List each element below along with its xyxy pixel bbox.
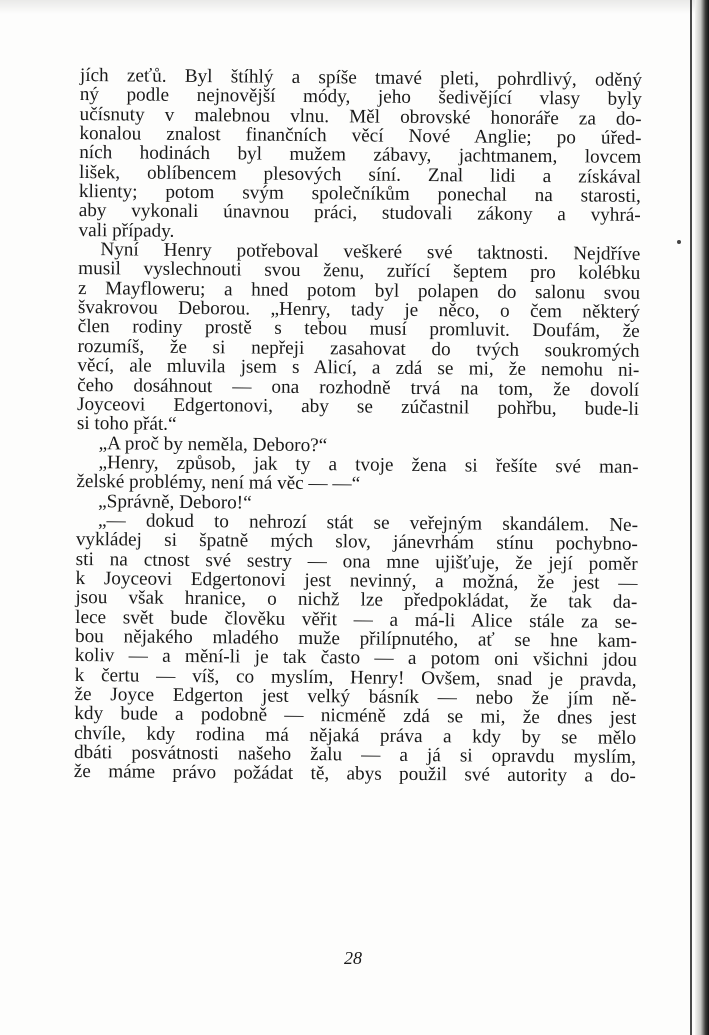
text-line: konalou znalost finančních věcí Nové Anglie; po úřed- <box>79 123 642 149</box>
text-line: dbáti posvátnosti našeho žalu — a já si opravdu myslím, <box>73 742 637 768</box>
text-line: ních hodinách byl mužem zábavy, jachtmanem, lovcem <box>79 142 642 169</box>
text-line: člen rodiny prostě s tebou musí promluvit. Doufám, že <box>77 316 640 343</box>
text-line: švakrovou Deborou. „Henry, tady je něco, o čem některý <box>77 297 640 324</box>
text-line: věcí, ale mluvila jsem s Alicí, a zdá se mi, že nemohu ni- <box>77 355 640 382</box>
text-line: lece svět bude člověku věřit — a má-li Alice stále za se- <box>75 606 638 633</box>
text-line: jích zeťů. Byl štíhlý a spíše tmavé pleti, pohrdlivý, oděný <box>79 65 642 91</box>
text-line: si toho přát.“ <box>76 413 177 436</box>
page-top-shadow <box>0 0 709 14</box>
text-line: k čertu — víš, co myslím, Henry! Ovšem, snad je pravda, <box>74 664 637 691</box>
text-line: k Joyceovi Edgertonovi jest nevinný, a možná, že jest — <box>75 567 638 594</box>
book-spine-shadow <box>695 0 709 1035</box>
text-line: „A proč by neměla, Deboro?“ <box>98 432 328 456</box>
text-line: vykládej si špatně mých slov, jánevrhám stínu pochybno- <box>75 529 638 556</box>
text-line: učísnuty v malebnou vlnu. Měl obrovské honoráře za do- <box>79 103 642 130</box>
text-line: bou nějakého mladého muže přilípnutého, ať se hne kam- <box>74 625 638 652</box>
text-line: želské problémy, není má věc — —“ <box>76 471 361 495</box>
text-line: „— dokud to nehrozí stát se veřejným skandálem. Ne- <box>97 510 639 536</box>
text-line: rozumíš, že si nepřeji zasahovat do tvých soukromých <box>77 335 640 362</box>
text-line: lišek, oblíbencem plesových síní. Znal lidi a získával <box>78 161 642 188</box>
text-line: sti na ctnost své sestry — ona mne ujišťuje, že její poměr <box>75 548 638 575</box>
text-line: Joyceovi Edgertonovi, aby se zúčastnil pohřbu, bude-li <box>76 393 640 420</box>
text-line: chvíle, kdy rodina má nějaká práva a kdy by se mělo <box>74 722 637 749</box>
text-line: „Henry, způsob, jak ty a tvoje žena si řešíte své man- <box>98 452 639 478</box>
spine-edge-line <box>690 0 692 1035</box>
page-number: 28 <box>344 948 362 968</box>
margin-mark <box>677 240 681 244</box>
text-line: klienty; potom svým společníkům ponechal na starosti, <box>78 181 641 207</box>
text-line: koliv — a mění-li je tak často — a potom oni všichni jdou <box>74 645 637 672</box>
text-line: jsou však hranice, o nichž lze předpokládat, že tak da- <box>75 587 638 614</box>
text-line: vali případy. <box>78 219 175 242</box>
text-line: „Správně, Deboro!“ <box>98 490 252 514</box>
text-line: Nyní Henry potřeboval veškeré své taktnosti. Nejdříve <box>100 239 641 265</box>
text-line: že máme právo požádat tě, abys použil své autority a do- <box>73 761 636 788</box>
text-line: musil vyslechnouti svou ženu, zuřící šeptem pro kolébku <box>78 258 641 285</box>
text-line: kdy bude a podobně — nicméně zdá se mi, že dnes jest <box>74 703 637 730</box>
text-line: z Mayfloweru; a hned potom byl polapen do salonu svou <box>77 277 641 304</box>
text-line: čeho dosáhnout — ona rozhodně trvá na tom, že dovolí <box>77 374 640 401</box>
text-line: že Joyce Edgerton jest velký básník — nebo že jím ně- <box>74 683 637 710</box>
text-line: aby vykonali únavnou práci, studovali zákony a vyhrá- <box>78 200 641 227</box>
body-text <box>74 66 642 787</box>
text-line: ný podle nejnovější módy, jeho šedivějící vlasy byly <box>79 84 642 111</box>
